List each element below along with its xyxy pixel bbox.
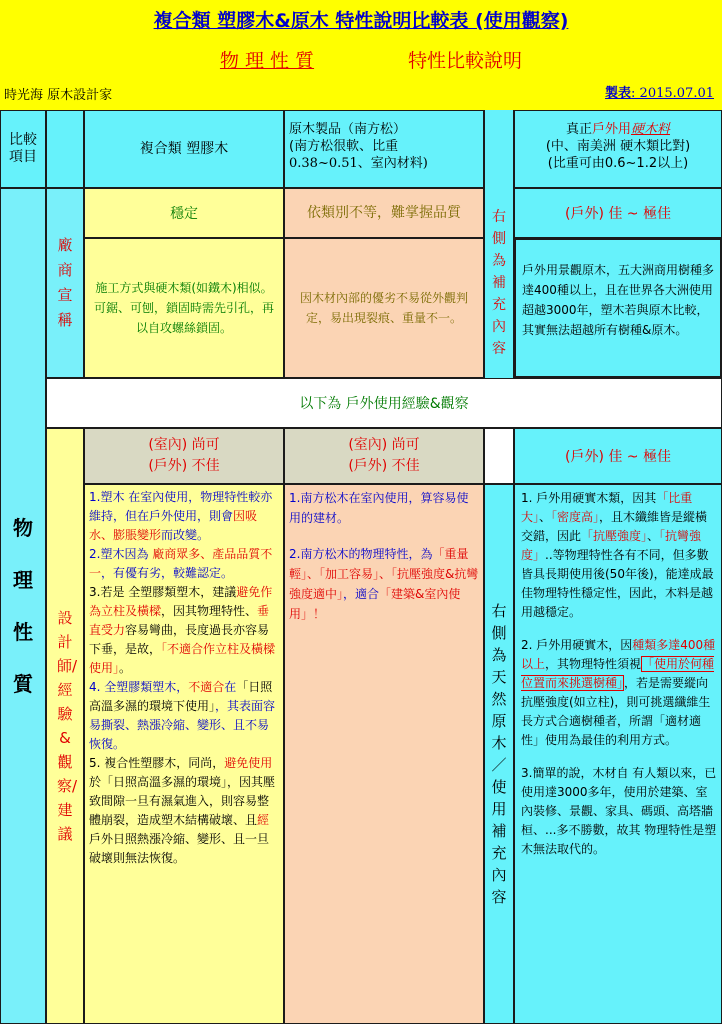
softwood-note-2-d: 「建築&室內使用」 — [289, 587, 461, 621]
category-physical — [0, 188, 46, 1024]
composite-note-4-d: 「日照高溫多濕的環境下使用」 — [89, 680, 273, 713]
supplement-note-top — [484, 110, 514, 378]
designer-hardwood-rating: (戶外) 佳 ~ 極佳 — [514, 428, 722, 484]
hardwood-note-1-a: 1. 戶外用硬實木類，因其 — [521, 491, 657, 505]
hardwood-line-2: (中、南美洲 硬木類比對) — [545, 139, 691, 154]
composite-note-2 — [89, 545, 279, 583]
author-label: 時光海 原木設計家 — [4, 88, 113, 103]
composite-note-4-c: 在 — [224, 680, 237, 694]
header-softwood — [284, 110, 484, 188]
composite-notes — [84, 484, 284, 1024]
composite-rating-outdoor: (戶外) 不佳 — [148, 458, 220, 474]
softwood-notes — [284, 484, 484, 1024]
softwood-note-1: 1.南方松木在室內使用，算容易使用的建材。 — [289, 491, 469, 525]
made-date-value: : 2015.07.01 — [631, 86, 714, 101]
composite-note-5-b: 避免使用 — [224, 756, 273, 770]
vendor-composite-desc: 施工方式與硬木類(如鐵木)相似。可鋸、可刨，鎖固時需先引孔，再以自攻螺絲鎖固。 — [84, 238, 284, 378]
header-spacer — [46, 110, 84, 188]
softwood-note-2-e: ！ — [313, 607, 326, 621]
natural-note-text: 右側為天然原木／使用補充內容 — [491, 602, 507, 906]
hardwood-note-2-b: 種類多達400種以上 — [521, 638, 716, 671]
hardwood-note-1-i: ..等物理特性各有不同，但多數皆具長期使用後(50年後)，能達成最佳物理特性穩定性，因此，木料是越用越穩定。 — [521, 548, 714, 619]
hardwood-line-1-c: 硬木料 — [631, 122, 671, 137]
composite-note-1-b: 因吸水、膨脹變形 — [89, 509, 258, 542]
composite-note-1-c: 而改變。 — [161, 528, 210, 542]
hardwood-note-1-h: 「抗彎強度」 — [521, 529, 702, 562]
vendor-hardwood-rating: (戶外) 佳 ~ 極佳 — [514, 188, 722, 238]
hardwood-note-1-c: 、 — [539, 510, 552, 524]
banner-fill-left — [0, 42, 167, 80]
designer-label-cell — [46, 428, 84, 1024]
composite-note-5-e: 戶外日照熱漲冷縮、變形、且一旦破壞則無法恢復。 — [89, 832, 270, 865]
composite-note-5-c: 於「日照高溫多濕的環境」，因其壓致間隙一旦有濕氣進入，則容易整體崩裂，造成塑木結構破壞、且 — [89, 775, 276, 827]
hardwood-note-3: 3.簡單的說，木材自 有人類以來，已使用達3000多年，使用於建築、室內裝修、景觀、家具、碼頭、高塔牆桓、...多不勝數，故其 物理特性是塑木無法取代的。 — [521, 766, 717, 856]
header-composite: 複合類 塑膠木 — [84, 110, 284, 188]
vendor-hardwood-desc: 戶外用景觀原木，五大洲商用樹種多達400種以上，且在世界各大洲使用超越3000年，塑木若與原木比較，其實無法超越所有樹種&原木。 — [514, 238, 722, 378]
supplement-note-text: 右側為補充內容 — [492, 209, 506, 357]
hardwood-notes — [514, 484, 722, 1024]
subtitle-physical: 物 理 性 質 — [167, 42, 367, 80]
vendor-label: 廠商宣稱 — [57, 236, 73, 329]
composite-note-4-e: ，其表面容易撕裂、熱漲冷縮、變形、且不易恢復。 — [89, 699, 276, 751]
composite-note-3-g: 。 — [119, 661, 132, 675]
hardwood-line-3: (比重可由0.6~1.2以上) — [547, 156, 689, 171]
hardwood-note-1-b: 「比重大」 — [521, 491, 693, 524]
softwood-rating-outdoor: (戶外) 不佳 — [348, 458, 420, 474]
vendor-softwood-desc: 因木材內部的優劣不易從外觀判定，易出現裂痕、重量不一。 — [284, 238, 484, 378]
composite-note-5-a: 5. 複合性塑膠木，同尚， — [89, 756, 225, 770]
hardwood-line-1 — [519, 121, 717, 138]
composite-rating-indoor: (室內) 尚可 — [148, 437, 220, 453]
softwood-note-2-c: ，適合 — [343, 587, 380, 601]
header-item — [0, 110, 46, 188]
composite-note-3-c: ，因其物理特性、 — [161, 604, 258, 618]
hardwood-note-1 — [521, 489, 717, 622]
designer-softwood-rating — [284, 428, 484, 484]
composite-note-5-d: 經 — [257, 813, 270, 827]
page-title: 複合類 塑膠木&原木 特性說明比較表 (使用觀察) — [0, 0, 722, 42]
softwood-note-2-b: 「重量輕」、「加工容易」、「抗壓強度&抗彎強度適中」 — [289, 547, 479, 601]
header-hardwood — [514, 110, 722, 188]
composite-note-3-e: 容易彎曲，長度過長亦容易下垂，是故， — [89, 623, 270, 656]
hardwood-note-1-e: ，且木纖維皆是縱橫交錯，因此 — [521, 510, 708, 543]
designer-label: 設計師/經驗&觀察/建議 — [57, 609, 78, 843]
vendor-composite-rating: 穩定 — [84, 188, 284, 238]
softwood-line-2: (南方松很軟、比重 — [289, 139, 399, 154]
composite-note-2-a: 2.塑木因為 — [89, 547, 153, 561]
softwood-note-2-a: 2.南方松木的物理特性，為 — [289, 547, 433, 561]
hardwood-note-1-g: 、 — [647, 529, 660, 543]
composite-note-1 — [89, 488, 279, 545]
hardwood-note-2-c: ，其物理特性須視 — [545, 657, 642, 671]
composite-note-3-a: 3.若是 全塑膠類塑木，建議 — [89, 585, 237, 599]
header-item-label: 比較項目 — [9, 132, 37, 165]
vendor-label-cell — [46, 188, 84, 378]
composite-note-3-f: 「不適合作立柱及橫樑使用」 — [89, 642, 276, 675]
composite-note-2-c: ，有優有劣，較難認定。 — [101, 566, 234, 580]
designer-gap — [484, 428, 514, 484]
composite-note-3-b: 避免作為立柱及橫樑 — [89, 585, 273, 618]
hardwood-line-1-b: 戶外用 — [591, 122, 631, 137]
composite-note-3 — [89, 583, 279, 678]
hardwood-line-1-a: 真正 — [565, 122, 592, 137]
hardwood-note-1-d: 「密度高」 — [551, 510, 600, 524]
hardwood-note-1-f: 「抗壓強度」 — [581, 529, 648, 543]
softwood-line-1: 原木製品（南方松） — [289, 122, 407, 137]
composite-note-4-a: 4. 全塑膠類塑木， — [89, 680, 189, 694]
softwood-note-2 — [289, 544, 479, 624]
hardwood-note-2-d: 「使用於何種位置而來挑選樹種」 — [521, 657, 715, 690]
softwood-line-3: 0.38~0.51、室內材料) — [289, 156, 428, 171]
composite-note-4-b: 不適合 — [188, 680, 225, 694]
hardwood-note-2-a: 2. 戶外用硬實木，因 — [521, 638, 633, 652]
banner-fill-right — [563, 42, 722, 80]
softwood-rating-indoor: (室內) 尚可 — [348, 437, 420, 453]
designer-composite-rating — [84, 428, 284, 484]
divider-outdoor: 以下為 戶外使用經驗&觀察 — [46, 378, 722, 428]
made-label: 製表 — [605, 86, 632, 101]
hardwood-note-2-e: ，若是需要縱向抗壓強度(如立柱)，則可挑選纖維生長方式合適樹種者，所謂「適材適性」使用為最佳的利用方式。 — [521, 676, 711, 747]
made-date — [605, 84, 714, 104]
vendor-softwood-rating: 依類別不等，難掌握品質 — [284, 188, 484, 238]
natural-note — [484, 484, 514, 1024]
category-label: 物理性質 — [13, 516, 33, 696]
subtitle-comparison: 特性比較說明 — [367, 42, 563, 80]
composite-note-4 — [89, 678, 279, 754]
composite-note-5 — [89, 754, 279, 868]
hardwood-note-2 — [521, 636, 717, 750]
composite-note-2-b: 廠商眾多、產品品質不一 — [89, 547, 273, 580]
composite-note-1-a: 1.塑木 在室內使用，物理特性較亦維持，但在戶外使用，則會 — [89, 490, 273, 523]
composite-note-3-d: 垂直受力 — [89, 604, 270, 637]
